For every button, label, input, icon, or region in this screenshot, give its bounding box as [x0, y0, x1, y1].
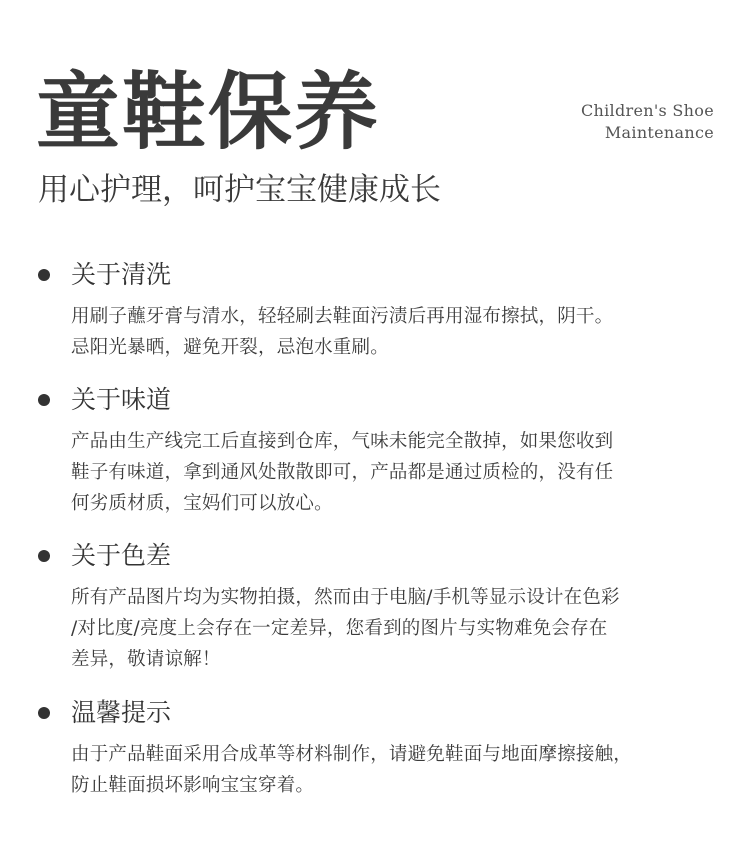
- section-body: [71, 739, 728, 801]
- body-line: 差异，敬请谅解！: [71, 649, 221, 670]
- section-body: [71, 582, 728, 675]
- page-title: 童鞋保养: [36, 63, 381, 161]
- section-header: [38, 380, 728, 420]
- body-line: 何劣质材质，宝妈们可以放心。: [71, 493, 333, 514]
- section-body: [71, 426, 728, 519]
- bullet-dot-icon: [38, 269, 50, 281]
- body-line: 所有产品图片均为实物拍摄，然而由于电脑/手机等显示设计在色彩: [71, 587, 620, 608]
- section-cleaning: [38, 255, 728, 363]
- english-title-line-1: Children's Shoe: [580, 101, 714, 120]
- section-header: [38, 536, 728, 576]
- section-title: 关于味道: [71, 385, 172, 414]
- section-tips: [38, 693, 728, 801]
- section-body: [71, 301, 728, 363]
- section-header: [38, 693, 728, 733]
- body-line: 防止鞋面损坏影响宝宝穿着。: [71, 775, 315, 796]
- body-line: /对比度/亮度上会存在一定差异，您看到的图片与实物难免会存在: [71, 618, 608, 639]
- section-title: 关于色差: [71, 541, 172, 570]
- english-title-line-2: Maintenance: [604, 123, 714, 142]
- body-line: 忌阳光暴晒，避免开裂，忌泡水重刷。: [71, 337, 389, 358]
- bullet-dot-icon: [38, 550, 50, 562]
- body-line: 由于产品鞋面采用合成革等材料制作，请避免鞋面与地面摩擦接触，: [71, 744, 633, 765]
- body-line: 用刷子蘸牙膏与清水，轻轻刷去鞋面污渍后再用湿布擦拭，阴干。: [71, 306, 614, 327]
- section-header: [38, 255, 728, 295]
- section-title: 温馨提示: [71, 698, 172, 727]
- bullet-dot-icon: [38, 394, 50, 406]
- bullet-dot-icon: [38, 707, 50, 719]
- section-color-difference: [38, 536, 728, 675]
- body-line: 鞋子有味道，拿到通风处散散即可，产品都是通过质检的，没有任: [71, 462, 614, 483]
- section-odor: [38, 380, 728, 519]
- body-line: 产品由生产线完工后直接到仓库，气味未能完全散掉，如果您收到: [71, 431, 614, 452]
- section-title: 关于清洗: [71, 260, 172, 289]
- english-title: [581, 100, 714, 144]
- page-subtitle: 用心护理，呵护宝宝健康成长: [38, 172, 441, 208]
